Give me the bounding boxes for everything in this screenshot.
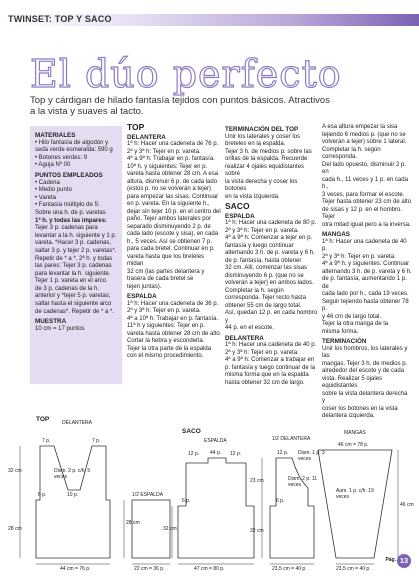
fantasia-line: saltar 3 p. y tejer 2 p. varetas*. [35, 247, 117, 254]
text-row: orillas de la espalda. Recuerde [225, 156, 308, 162]
text-row: en la vista izquierda. [225, 193, 280, 200]
text-row: 32 cm (las partes delantera y [127, 268, 205, 275]
text-row: en p. vareta. En la siguiente h., [127, 201, 210, 207]
text-row: mangas. Tejer 3 h. de medios p. [322, 360, 408, 367]
diagram-del-dism2: Dism. 2 p. 11 veces [288, 476, 318, 488]
page-subtitle: Top y cárdigan de hilado fantasía tejidos con puntos básicos. Atractivos a la vista y suaves al tacto. [30, 95, 330, 117]
column-top [127, 124, 222, 363]
text-row: Cortar la hebra y esconderla. [127, 338, 205, 344]
text-row: 2ª y 3ª h: Tejer en p. vareta. [127, 308, 201, 314]
points-line: • Medio punto [35, 187, 72, 194]
fantasia-line: Tejer 3 p. cadenas para [35, 225, 98, 232]
diagram-top-6p: 6 p. [38, 492, 47, 498]
materials-line: • Hilo fantasía de algodón y [35, 139, 109, 146]
text-row: Unir los hombros, los laterales y las [322, 345, 408, 359]
materials-line: seda verde esmeralda: 590 g [35, 147, 113, 154]
text-row: obtener 55 cm de largo total. [225, 302, 302, 309]
text-row: de p. fantasía, hasta obtener [225, 257, 302, 264]
top-delantera-text [127, 141, 222, 291]
diagram-man-bottom: 23,5 cm = 40 p. [336, 566, 371, 572]
text-row: cada h., 11 veces y 1 p. en cada h., [322, 176, 408, 190]
diagram-esp-12a: 12 p. [188, 451, 200, 457]
diagram-top-sub: DELANTERA [62, 420, 93, 426]
text-row: 44 p. en el escote. [225, 325, 275, 331]
text-row: 2ª y 3ª h: Tejer en p. vareta. [322, 253, 396, 260]
text-row: 1ª h: Hacer una cadeneta de 76 p. [127, 141, 219, 147]
text-row: p. fantasía y luego continuar de la [225, 364, 316, 371]
text-row: 32 cm. Allí, comenzar las sisas [225, 265, 308, 271]
fantasia-line: 1ª h. y todas las impares: [35, 217, 107, 224]
text-row: vareta hasta obtener 28 cm. A esa [127, 171, 219, 177]
text-row: dejar sin tejer 10 p. en el centro del [127, 208, 221, 215]
diagram-half-h: 28 cm [126, 520, 140, 526]
diagram-half-bottom: 22 cm = 36 p. [134, 566, 165, 572]
materials-line: • Botones verdes: 9 [35, 154, 88, 161]
mangas-heading: MANGAS [322, 231, 350, 238]
diagram-top-7p-left: 7 p. [42, 438, 51, 444]
text-row: 10ª h. y siguientes: Tejer en p. [127, 163, 208, 170]
text-row: alternando 3 h. de p. vareta y 6 h. [225, 250, 315, 256]
fantasia-line: de cadenas*. Repetir de * a *. [35, 308, 115, 315]
text-row: hasta obtener 32 cm de largo. [225, 379, 305, 386]
text-row: Tejer hasta obtener 23 cm de alto [322, 199, 412, 205]
text-row: coser los botones en la vista [322, 405, 398, 412]
text-row: 4ª a 9ª h: Comenzar a tejer en p. [225, 235, 313, 241]
text-row: realizar 4 ojales equidistantes sobre [225, 163, 305, 177]
saco-delantera-heading: DELANTERA [225, 334, 264, 342]
text-row: 4ª a 9ª h: Comenzar a trabajar en [225, 357, 315, 363]
fantasia-line: levantar a la h. siguiente y 1 p. [35, 232, 117, 239]
text-row: 2ª y 3ª h: Tejer en p. vareta. [127, 148, 201, 155]
text-row: Completar la h. según [225, 287, 284, 294]
text-row: 11ª h y siguientes: Tejer en p. [127, 323, 206, 329]
fantasia-line: saltar hasta el siguiente arco [35, 301, 112, 308]
text-row: delantera izquierda. [322, 413, 375, 419]
text-row: alrededor del escote y de cada [322, 368, 405, 374]
text-row: y 46 cm de largo total. [322, 313, 382, 320]
saco-espalda-heading: ESPALDA [225, 212, 255, 220]
text-row: vareta hasta que los breteles midan [127, 253, 205, 267]
top-finish-heading: TERMINACIÓN DEL TOP [225, 126, 299, 133]
fantasia-line: Repetir de * a *. 2ª h. y todas [35, 255, 113, 262]
text-row: con el mismo procedimiento. [127, 353, 204, 359]
page-title: El dúo perfecto [30, 52, 342, 96]
diagram-top-h32: 32 cm [8, 468, 22, 474]
text-row: Así, quedan 12 p. en cada hombro y [225, 310, 318, 324]
diagram-esp-h: 32 cm [163, 526, 177, 532]
diagram-top-7p-right: 7 p. [92, 438, 101, 444]
diagram-esp-6: 6 p. [182, 498, 191, 504]
diagram-del-6p: 6 p. [276, 498, 285, 504]
sample-title: MUESTRA [35, 318, 67, 326]
text-row: la vista derecha y coser los botones [225, 178, 298, 192]
diagram-esp-44: 44 p. [210, 450, 222, 456]
saco-delantera-text [225, 342, 320, 387]
fantasia-line: de 3 p. cadenas de la h. [35, 285, 100, 292]
sample-line: 10 cm = 17 puntos [35, 325, 85, 332]
points-line: • Fantasía múltiplo de 5: [35, 202, 100, 209]
diagram-man-title: MANGAS [344, 430, 366, 436]
text-row: fantasía y luego continuar [225, 242, 294, 249]
points-line: • Cadena [35, 179, 60, 186]
pattern-diagrams [0, 405, 419, 576]
saco-espalda-text [225, 220, 320, 333]
diagram-top-dism: Dism. 2 p. c/h. 5 veces [54, 468, 91, 480]
text-row: Completar la h. según corresponda. [322, 146, 381, 160]
text-row: trasera de cada bretel se [127, 276, 194, 282]
text-row: alternando 3 h. de p. vareta y 6 h. [322, 268, 412, 275]
header-bar [0, 0, 419, 56]
diagram-esp-12b: 12 p. [230, 451, 242, 457]
fantasia-line: Sobre una h. de p. varetas [35, 209, 106, 216]
text-row: 1ª h: Hacer una cadeneta de 40 p. [225, 342, 317, 348]
text-row: vista. Realizar 5 ojales equidistantes [322, 375, 383, 389]
text-row: Tejer la otra manga de la [322, 321, 389, 327]
text-row: volverán a tejer) en ambos lados. [225, 280, 314, 286]
text-row: vareta hasta obtener 28 cm de alto. [127, 330, 222, 337]
top-finish-text [225, 134, 320, 202]
diagram-del-dism: Dism. 1 p. 3 veces [298, 450, 325, 462]
text-row: misma forma que en la espalda [225, 372, 309, 378]
materials-box [30, 126, 122, 384]
diagram-del-bottom: 23,5 cm = 40 p. [272, 566, 307, 572]
text-row: de sisas y 12 p. en el hombro. Tejer [322, 206, 403, 220]
text-row: paño. Tejer ambos laterales por [127, 216, 211, 222]
saco-front-shape [270, 458, 314, 558]
text-row: 2ª y 3ª h: Tejer en p. vareta. [225, 349, 299, 356]
text-row: 4ª a 9ª h: Trabajar en p. fantasía. [127, 156, 215, 162]
text-row: 2ª y 3ª h: Tejer en p. vareta. [225, 227, 299, 234]
materials-title: MATERIALES [35, 132, 76, 139]
fantasia-line: anterior y *tejer 5 p. varetas; [35, 293, 111, 300]
diagram-esp-bottom: 47 cm = 80 p. [194, 566, 225, 572]
diagram-del-12p: 12 p. [277, 450, 289, 456]
page-number: 13 [397, 554, 411, 568]
text-row: Unir los laterales y coser los [225, 133, 301, 140]
text-row: Del lado opuesto, disminuir 2 p. en [322, 161, 407, 175]
diagram-del-title: 1/2 DELANTERA [272, 436, 311, 442]
finish-heading: TERMINACIÓN [322, 338, 367, 345]
mangas-text [322, 239, 412, 337]
top-espalda-text [127, 301, 222, 361]
text-row: breteles en la espalda. [225, 141, 286, 147]
text-row: Tejer la otra parte de la espalda [127, 345, 212, 352]
text-row: cada lado (escote y sisa), en cada [127, 231, 219, 237]
text-row: 1ª h: Hacer una cadeneta de 40 p. [322, 238, 407, 252]
text-row: otra mitad igual pero a la inversa. [322, 221, 411, 228]
sleeve-shape [318, 450, 392, 558]
column-mangas [322, 124, 412, 423]
text-row: 1ª h: Hacer una cadeneta de 36 p. [127, 300, 219, 307]
diagram-top-bottom: 44 cm = 76 p. [60, 566, 91, 572]
text-row: corresponda. Tejer recto hasta [225, 295, 306, 301]
text-row: h., 5 veces. Así se obtienen 7 p. [127, 238, 213, 245]
text-row: (estos p. no se volverán a tejer) [127, 186, 212, 192]
page-label: Pág. [385, 557, 396, 563]
section-label: TWINSET: TOP Y SACO [8, 14, 112, 24]
diagram-top-h28: 28 cm [8, 526, 22, 532]
top-delantera-heading: DELANTERA [127, 133, 166, 141]
text-row: 3 veces, para formar el escote. [322, 191, 405, 198]
fantasia-line: vareta. *Hacer 3 p. cadenas, [35, 240, 112, 247]
materials-line: • Aguja Nº 00 [35, 162, 71, 169]
text-row: cada lado por h., cada 19 veces. [322, 291, 409, 297]
text-row: 1ª h: Hacer una cadeneta de 80 p. [225, 220, 317, 226]
text-row: volverán a tejer) sobre 1 lateral. [322, 139, 407, 145]
text-row: A esa altura empezar la sisa [322, 124, 398, 130]
diagram-top-10p: 10 p. [67, 492, 79, 498]
text-row: Seguir tejiendo hasta obtener 78 p. [322, 298, 409, 312]
diagram-man-top: 46 cm = 78 p. [338, 442, 369, 448]
text-row: de p. fantasía, aumentando 1 p. de [322, 276, 407, 290]
fantasia-line: para levantar la h. siguiente. [35, 270, 111, 277]
diagram-man-aum: Aum. 1 p. c/h. 19 veces [336, 488, 374, 500]
top-heading: TOP [127, 122, 145, 132]
fantasia-line: las pares: Tejer 3 p. cadenas [35, 263, 112, 270]
text-row: altura, disminuir 6 p. de cada lado [127, 178, 218, 185]
text-row: 4ª a 9ª h. y siguientes: Continuar [322, 261, 410, 267]
diagram-del-h32: 32 cm [250, 528, 264, 534]
diagram-man-h: 46 cm [400, 502, 414, 508]
diagram-half-title: 1/2 ESPALDA [132, 492, 164, 498]
text-row: separado disminuyendo 2 p. de [127, 223, 211, 230]
text-row: sobre la vista delantera derecha y [322, 390, 408, 404]
saco-heading: SACO [225, 201, 250, 211]
text-row: disminuyendo 6 p. (que no se [225, 272, 304, 279]
text-row: 4ª a 10ª h: Trabajar en p. fantasía. [127, 315, 219, 322]
text-row: tejiendo 6 medios p. (que no se [322, 131, 406, 138]
top-front-shape [36, 446, 110, 558]
text-row: para cada bretel. Continuar en p. [127, 246, 215, 252]
text-row: tejen juntas). [127, 283, 162, 290]
saco-delantera-cont-text [322, 124, 412, 229]
column-saco [225, 124, 320, 389]
text-row: para empezar las sisas. Continuar [127, 193, 219, 200]
text-row: Tejer 3 h. de medios p. sobre las [225, 148, 312, 155]
diagram-esp-title: ESPALDA [204, 438, 227, 444]
points-line: • Vareta [35, 194, 56, 201]
diagram-del-h23: 23 cm [250, 478, 264, 484]
diagram-saco-title: SACO [182, 428, 201, 435]
fantasia-line: Tejer 1 p. vareta en el arco [35, 278, 107, 285]
top-espalda-heading: ESPALDA [127, 293, 157, 300]
text-row: misma forma. [322, 328, 359, 335]
saco-back-shape [178, 458, 254, 558]
points-title: PUNTOS EMPLEADOS [35, 171, 103, 179]
diagram-top-title: TOP [36, 416, 50, 423]
